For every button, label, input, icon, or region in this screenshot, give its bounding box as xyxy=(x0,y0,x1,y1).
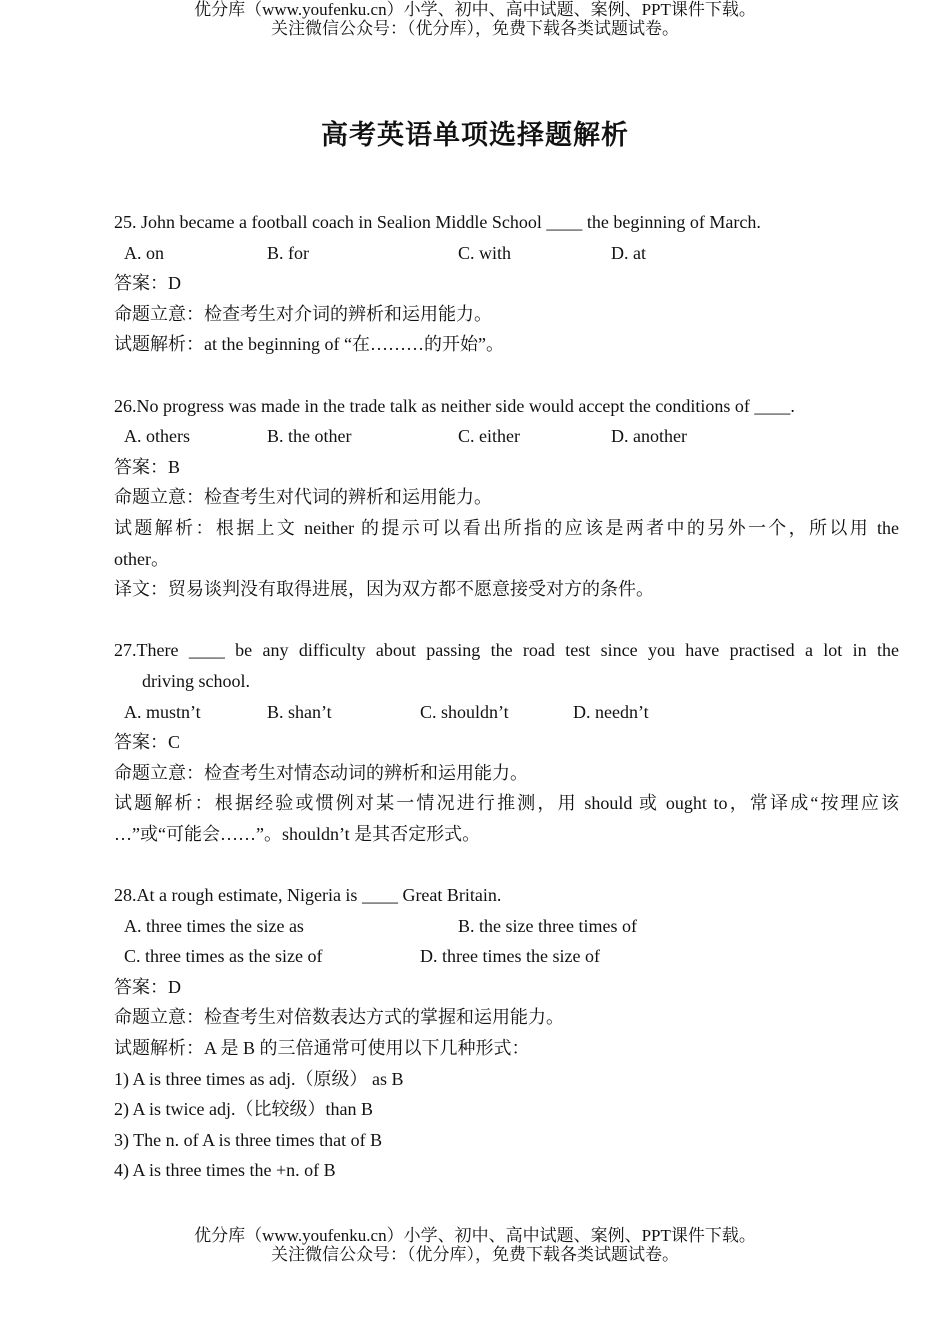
page-header xyxy=(0,0,950,38)
option-c: C. with xyxy=(458,242,512,263)
question-stem: 28.At a rough estimate, Nigeria is ____ Great Britain. xyxy=(114,885,502,906)
question-stem-continued: driving school. xyxy=(142,670,250,691)
answer-options-row-2 xyxy=(114,941,899,972)
footer-line-1: 优分库（www.youfenku.cn）小学、初中、高中试题、案例、PPT课件下载。 xyxy=(194,1226,756,1245)
option-b: B. the other xyxy=(267,426,352,447)
option-b: B. for xyxy=(267,242,309,263)
footer-line-2: 关注微信公众号：（优分库），免费下载各类试题试卷。 xyxy=(271,1245,679,1264)
question-26 xyxy=(114,391,899,605)
option-a: A. mustn’t xyxy=(124,701,201,722)
translation-line: 译文：贸易谈判没有取得进展，因为双方都不愿意接受对方的条件。 xyxy=(114,579,654,600)
analysis-line: 试题解析：根据经验或惯例对某一情况进行推测，用 should 或 ought to，常译成“按理应该 xyxy=(114,793,899,814)
option-c: C. either xyxy=(458,426,520,447)
answer-options-row-1 xyxy=(114,911,899,942)
purpose-line: 命题立意：检查考生对倍数表达方式的掌握和运用能力。 xyxy=(114,1007,564,1028)
answer-options xyxy=(114,697,899,728)
option-a: A. on xyxy=(124,242,164,263)
question-27 xyxy=(114,635,899,849)
form-item: 3) The n. of A is three times that of B xyxy=(114,1129,383,1150)
form-item: 4) A is three times the +n. of B xyxy=(114,1160,336,1181)
option-d: D. another xyxy=(611,426,687,447)
header-line-1: 优分库（www.youfenku.cn）小学、初中、高中试题、案例、PPT课件下载。 xyxy=(194,0,756,19)
answer-line: 答案：C xyxy=(114,732,181,753)
analysis-line: 试题解析：A 是 B 的三倍通常可使用以下几种形式： xyxy=(114,1038,530,1059)
option-a: A. others xyxy=(124,426,190,447)
option-a: A. three times the size as xyxy=(124,915,304,936)
analysis-line-continued: other。 xyxy=(114,548,169,569)
form-item: 1) A is three times as adj.（原级） as B xyxy=(114,1068,404,1089)
analysis-line-continued: …”或“可能会……”。shouldn’t 是其否定形式。 xyxy=(114,823,481,844)
page-footer xyxy=(0,1226,950,1264)
answer-options xyxy=(114,421,899,452)
header-line-2: 关注微信公众号：（优分库），免费下载各类试题试卷。 xyxy=(271,19,679,38)
question-stem: 26.No progress was made in the trade talk as neither side would accept the conditions of ____. xyxy=(114,395,795,416)
option-d: D. needn’t xyxy=(573,701,649,722)
form-item: 2) A is twice adj.（比较级）than B xyxy=(114,1099,373,1120)
question-stem: 25. John became a football coach in Sealion Middle School ____ the beginning of March. xyxy=(114,212,761,232)
purpose-line: 命题立意：检查考生对介词的辨析和运用能力。 xyxy=(114,303,492,324)
option-b: B. the size three times of xyxy=(458,915,637,936)
analysis-line: 试题解析：at the beginning of “在………的开始”。 xyxy=(114,334,504,355)
option-d: D. three times the size of xyxy=(420,946,600,967)
question-25 xyxy=(114,207,899,360)
question-28 xyxy=(114,880,899,1186)
option-d: D. at xyxy=(611,242,646,263)
document-body xyxy=(114,207,899,1186)
answer-line: 答案：B xyxy=(114,456,181,477)
page-title: 高考英语单项选择题解析 xyxy=(321,120,629,150)
answer-options xyxy=(114,238,899,269)
question-stem: 27.There ____ be any difficulty about passing the road test since you have practised a lot in the xyxy=(114,640,899,661)
answer-line: 答案：D xyxy=(114,273,181,294)
purpose-line: 命题立意：检查考生对情态动词的辨析和运用能力。 xyxy=(114,762,528,783)
option-c: C. shouldn’t xyxy=(420,701,509,722)
option-b: B. shan’t xyxy=(267,701,332,722)
option-c: C. three times as the size of xyxy=(124,946,323,967)
answer-line: 答案：D xyxy=(114,976,181,997)
purpose-line: 命题立意：检查考生对代词的辨析和运用能力。 xyxy=(114,487,492,508)
analysis-line: 试题解析：根据上文 neither 的提示可以看出所指的应该是两者中的另外一个，所以用 the xyxy=(114,517,899,538)
